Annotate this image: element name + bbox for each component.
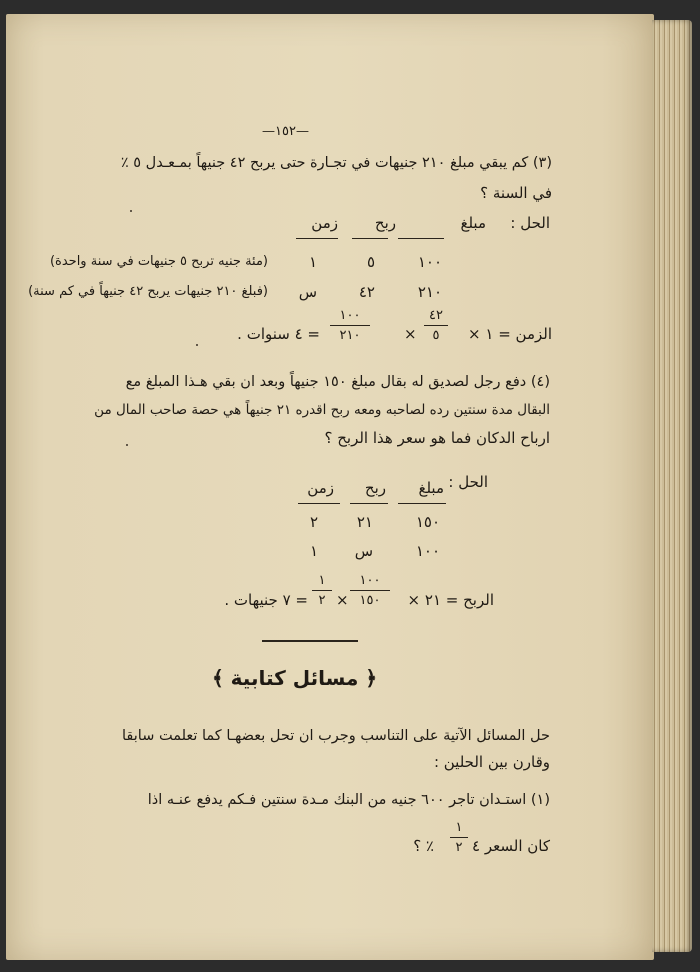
header-profit-4: ربح xyxy=(364,479,386,497)
problem-4-line-2: البقال مدة سنتين رده لصاحبه ومعه ربح اقدره ٢١ جنيهاً هي حصة صاحب المال من xyxy=(94,402,550,418)
p3-answer-result: = ٤ سنوات . xyxy=(237,325,320,343)
problem-4-line-3: ارباح الدكان فما هو سعر هذا الربح ؟ xyxy=(324,429,550,447)
p3-fraction1-numerator: ٤٢ xyxy=(429,308,443,323)
p4-times-sign: × xyxy=(336,591,349,609)
p3-fraction1-bar xyxy=(424,325,448,326)
p3-times-sign: × xyxy=(404,325,417,343)
p3-fraction2-bar xyxy=(330,325,370,326)
header-time-3: زمن xyxy=(311,214,338,232)
paper-speck xyxy=(130,210,132,212)
p4-fraction-1-over-2 xyxy=(312,573,332,608)
p4-fraction-100-over-150 xyxy=(350,573,390,608)
solution-label-3: الحل : xyxy=(510,214,550,232)
p4-fraction1-numerator: ١٠٠ xyxy=(359,573,381,588)
exercise-1-fraction-denominator: ٢ xyxy=(455,840,463,855)
intro-line-2: وقارن بين الحلين : xyxy=(433,753,550,771)
underline-amount-4 xyxy=(398,503,446,504)
p3-row2-time: س xyxy=(298,283,317,301)
p3-fraction2-denominator: ٢١٠ xyxy=(339,328,361,343)
p4-fraction1-denominator: ١٥٠ xyxy=(359,593,381,608)
underline-profit-4 xyxy=(350,503,388,504)
header-time-4: زمن xyxy=(307,479,334,497)
header-amount-3: مبلغ xyxy=(460,214,486,232)
page-number: —١٥٢— xyxy=(262,124,309,139)
exercise-1-fraction-numerator: ١ xyxy=(455,820,463,835)
paper-speck xyxy=(126,444,128,446)
p4-row1-amount: ١٥٠ xyxy=(415,513,440,531)
section-divider xyxy=(262,640,358,642)
p3-answer-label: الزمن = ١ × xyxy=(468,325,552,343)
exercise-1-fraction-bar xyxy=(450,837,468,838)
p4-row1-time: ٢ xyxy=(309,513,318,531)
header-amount-4: مبلغ xyxy=(418,479,444,497)
problem-4-line-1: (٤) دفع رجل لصديق له بقال مبلغ ١٥٠ جنيهاً وبعد ان بقي هـذا المبلغ مع xyxy=(125,374,550,390)
p3-fraction2-numerator: ١٠٠ xyxy=(339,308,361,323)
problem-3-line-2: في السنة ؟ xyxy=(480,184,552,202)
underline-time-3 xyxy=(296,238,338,239)
p4-row2-time: ١ xyxy=(309,542,318,560)
p4-answer-label: الربح = ٢١ × xyxy=(407,591,494,609)
p3-fraction1-denominator: ٥ xyxy=(432,328,440,343)
p3-row1-note: (مئة جنيه تربح ٥ جنيهات في سنة واحدة) xyxy=(49,254,268,269)
problem-3-line-1: (٣) كم يبقي مبلغ ٢١٠ جنيهات في تجـارة حتى يربح ٤٢ جنيهاً بمـعـدل ٥ ٪ xyxy=(120,155,552,171)
intro-line-1: حل المسائل الآتية على التناسب وجرب ان تحل بعضهـا كما تعلمت سابقا xyxy=(121,728,550,744)
p3-fraction-100-over-210 xyxy=(330,308,370,343)
p4-answer-result: = ٧ جنيهات . xyxy=(224,591,308,609)
solution-label-4: الحل : xyxy=(448,473,488,491)
section-title: ﴿ مسائل كتابية ﴾ xyxy=(212,666,378,690)
p4-fraction2-numerator: ١ xyxy=(318,573,326,588)
p3-row2-profit: ٤٢ xyxy=(358,283,375,301)
underline-amount-3 xyxy=(398,238,444,239)
paper-speck xyxy=(196,344,198,346)
p4-fraction2-denominator: ٢ xyxy=(318,593,326,608)
p4-fraction2-bar xyxy=(312,590,332,591)
underline-profit-3 xyxy=(352,238,388,239)
p3-row2-amount: ٢١٠ xyxy=(417,283,442,301)
p3-row2-note: (فبلغ ٢١٠ جنيهات يربح ٤٢ جنيهاً في كم سنة) xyxy=(28,284,268,299)
p4-fraction1-bar xyxy=(350,590,390,591)
underline-time-4 xyxy=(298,503,340,504)
p4-row2-amount: ١٠٠ xyxy=(415,542,440,560)
p3-row1-amount: ١٠٠ xyxy=(417,253,442,271)
exercise-1-fraction-1-over-2 xyxy=(450,820,468,855)
p4-row1-profit: ٢١ xyxy=(356,513,373,531)
p4-row2-profit: س xyxy=(354,542,373,560)
exercise-1-line-1: (١) استـدان تاجر ٦٠٠ جنيه من البنك مـدة سنتين فـكم يدفع عنـه اذا xyxy=(147,792,550,808)
header-profit-3: ربح xyxy=(374,214,396,232)
book-page-edges xyxy=(652,20,692,952)
p3-row1-time: ١ xyxy=(308,253,317,271)
exercise-1-line-2-suffix: ٪ ؟ xyxy=(413,837,434,855)
p3-row1-profit: ٥ xyxy=(366,253,375,271)
exercise-1-line-2-prefix: كان السعر ٤ xyxy=(472,837,550,855)
p3-fraction-42-over-5 xyxy=(424,308,448,343)
